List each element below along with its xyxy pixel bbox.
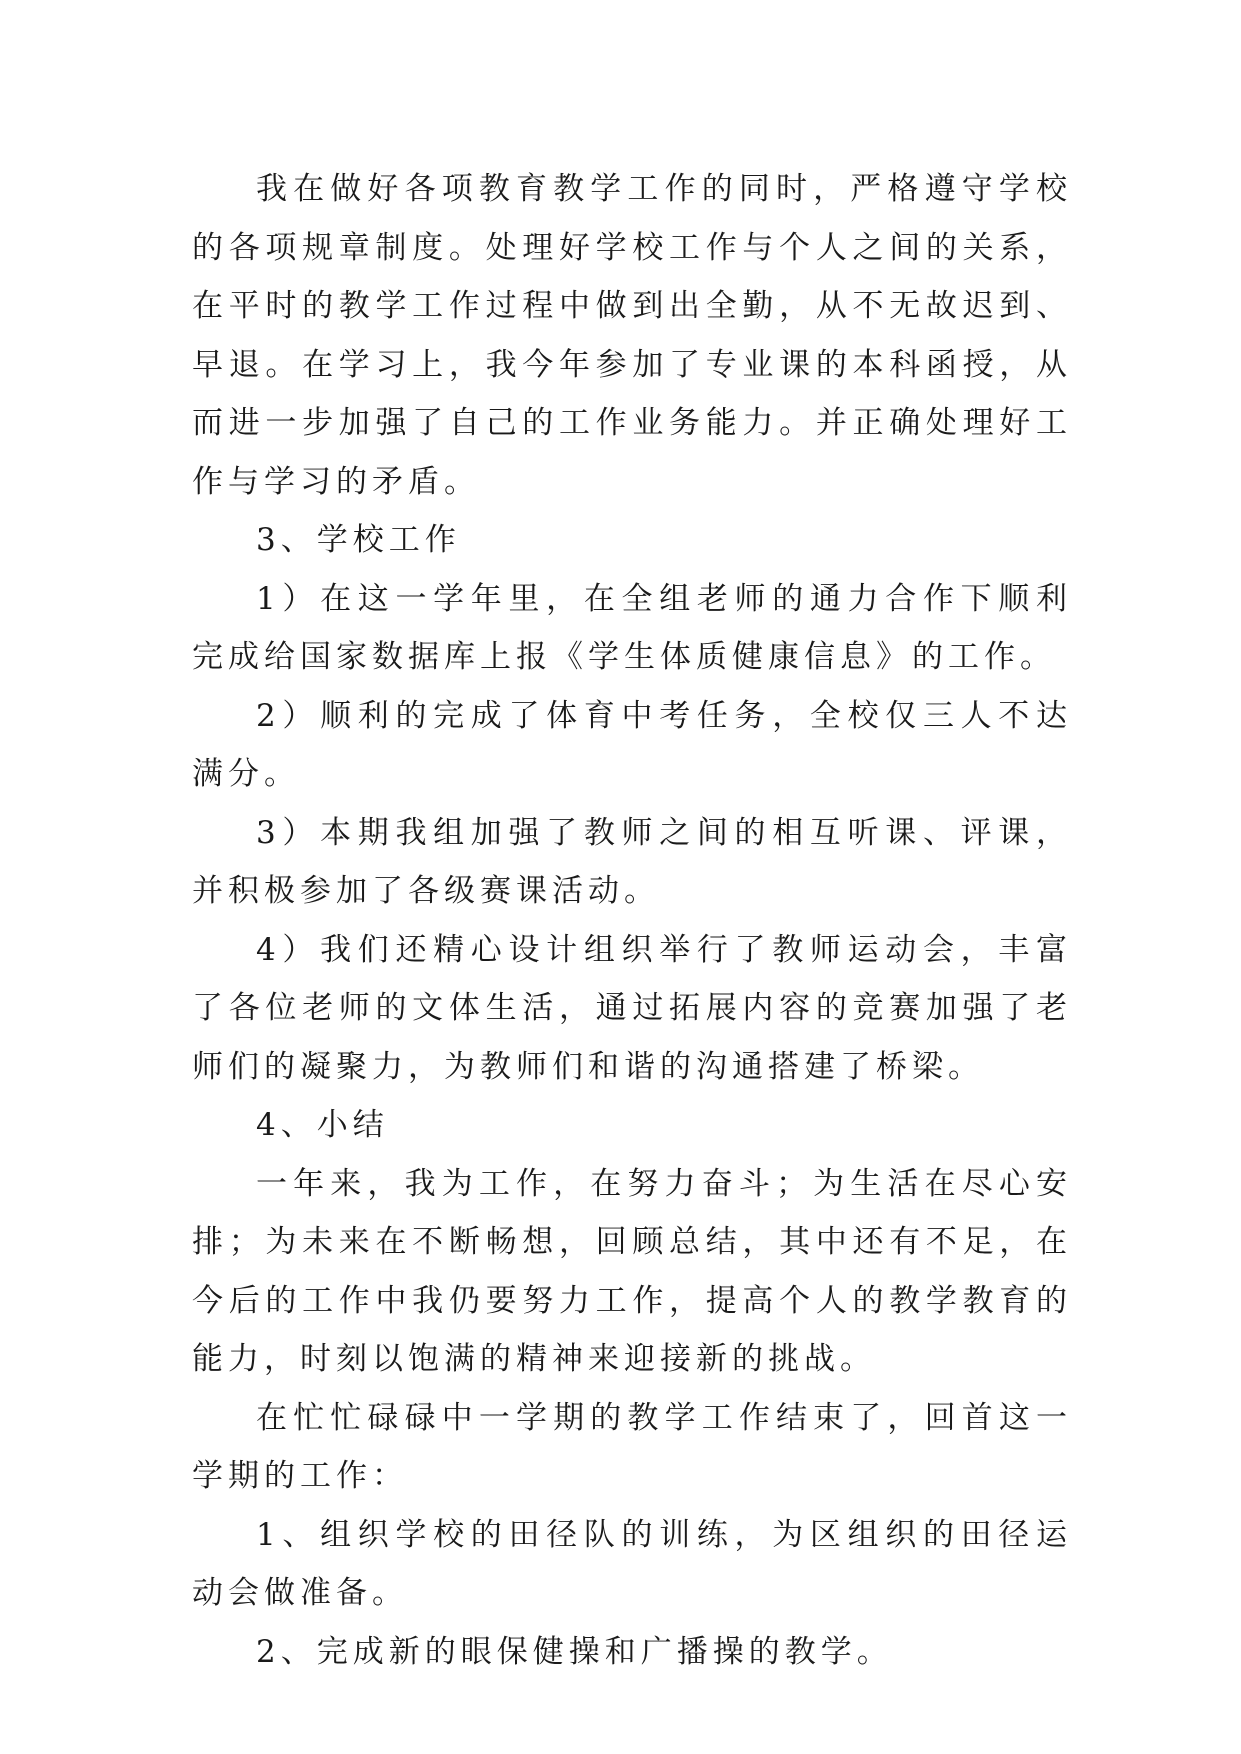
paragraph-semester-intro: 在忙忙碌碌中一学期的教学工作结束了，回首这一学期的工作： (192, 1399, 1072, 1494)
paragraph-item-1: 1）在这一学年里，在全组老师的通力合作下顺利完成给国家数据库上报《学生体质健康信息》的工作。 (192, 580, 1072, 675)
document-body (192, 160, 1072, 1681)
paragraph-summary: 一年来，我为工作，在努力奋斗；为生活在尽心安排；为未来在不断畅想，回顾总结，其中还有不足，在今后的工作中我仍要努力工作，提高个人的教学教育的能力，时刻以饱满的精神来迎接新的挑战。 (192, 1165, 1072, 1377)
paragraph-item-2: 2）顺利的完成了体育中考任务，全校仅三人不达满分。 (192, 697, 1072, 792)
paragraph-item-4: 4）我们还精心设计组织举行了教师运动会，丰富了各位老师的文体生活，通过拓展内容的竞赛加强了老师们的凝聚力，为教师们和谐的沟通搭建了桥梁。 (192, 931, 1072, 1085)
heading-summary: 4、小结 (256, 1107, 389, 1143)
paragraph-conduct: 我在做好各项教育教学工作的同时，严格遵守学校的各项规章制度。处理好学校工作与个人之间的关系，在平时的教学工作过程中做到出全勤，从不无故迟到、早退。在学习上，我今年参加了专业课的本科函授，从而进一步加强了自己的工作业务能力。并正确处理好工作与学习的矛盾。 (192, 171, 1072, 500)
paragraph-task-1: 1、组织学校的田径队的训练，为区组织的田径运动会做准备。 (192, 1516, 1072, 1611)
paragraph-task-2: 2、完成新的眼保健操和广播操的教学。 (256, 1633, 893, 1670)
paragraph-item-3: 3）本期我组加强了教师之间的相互听课、评课，并积极参加了各级赛课活动。 (192, 814, 1072, 909)
heading-school-work: 3、学校工作 (256, 522, 461, 558)
